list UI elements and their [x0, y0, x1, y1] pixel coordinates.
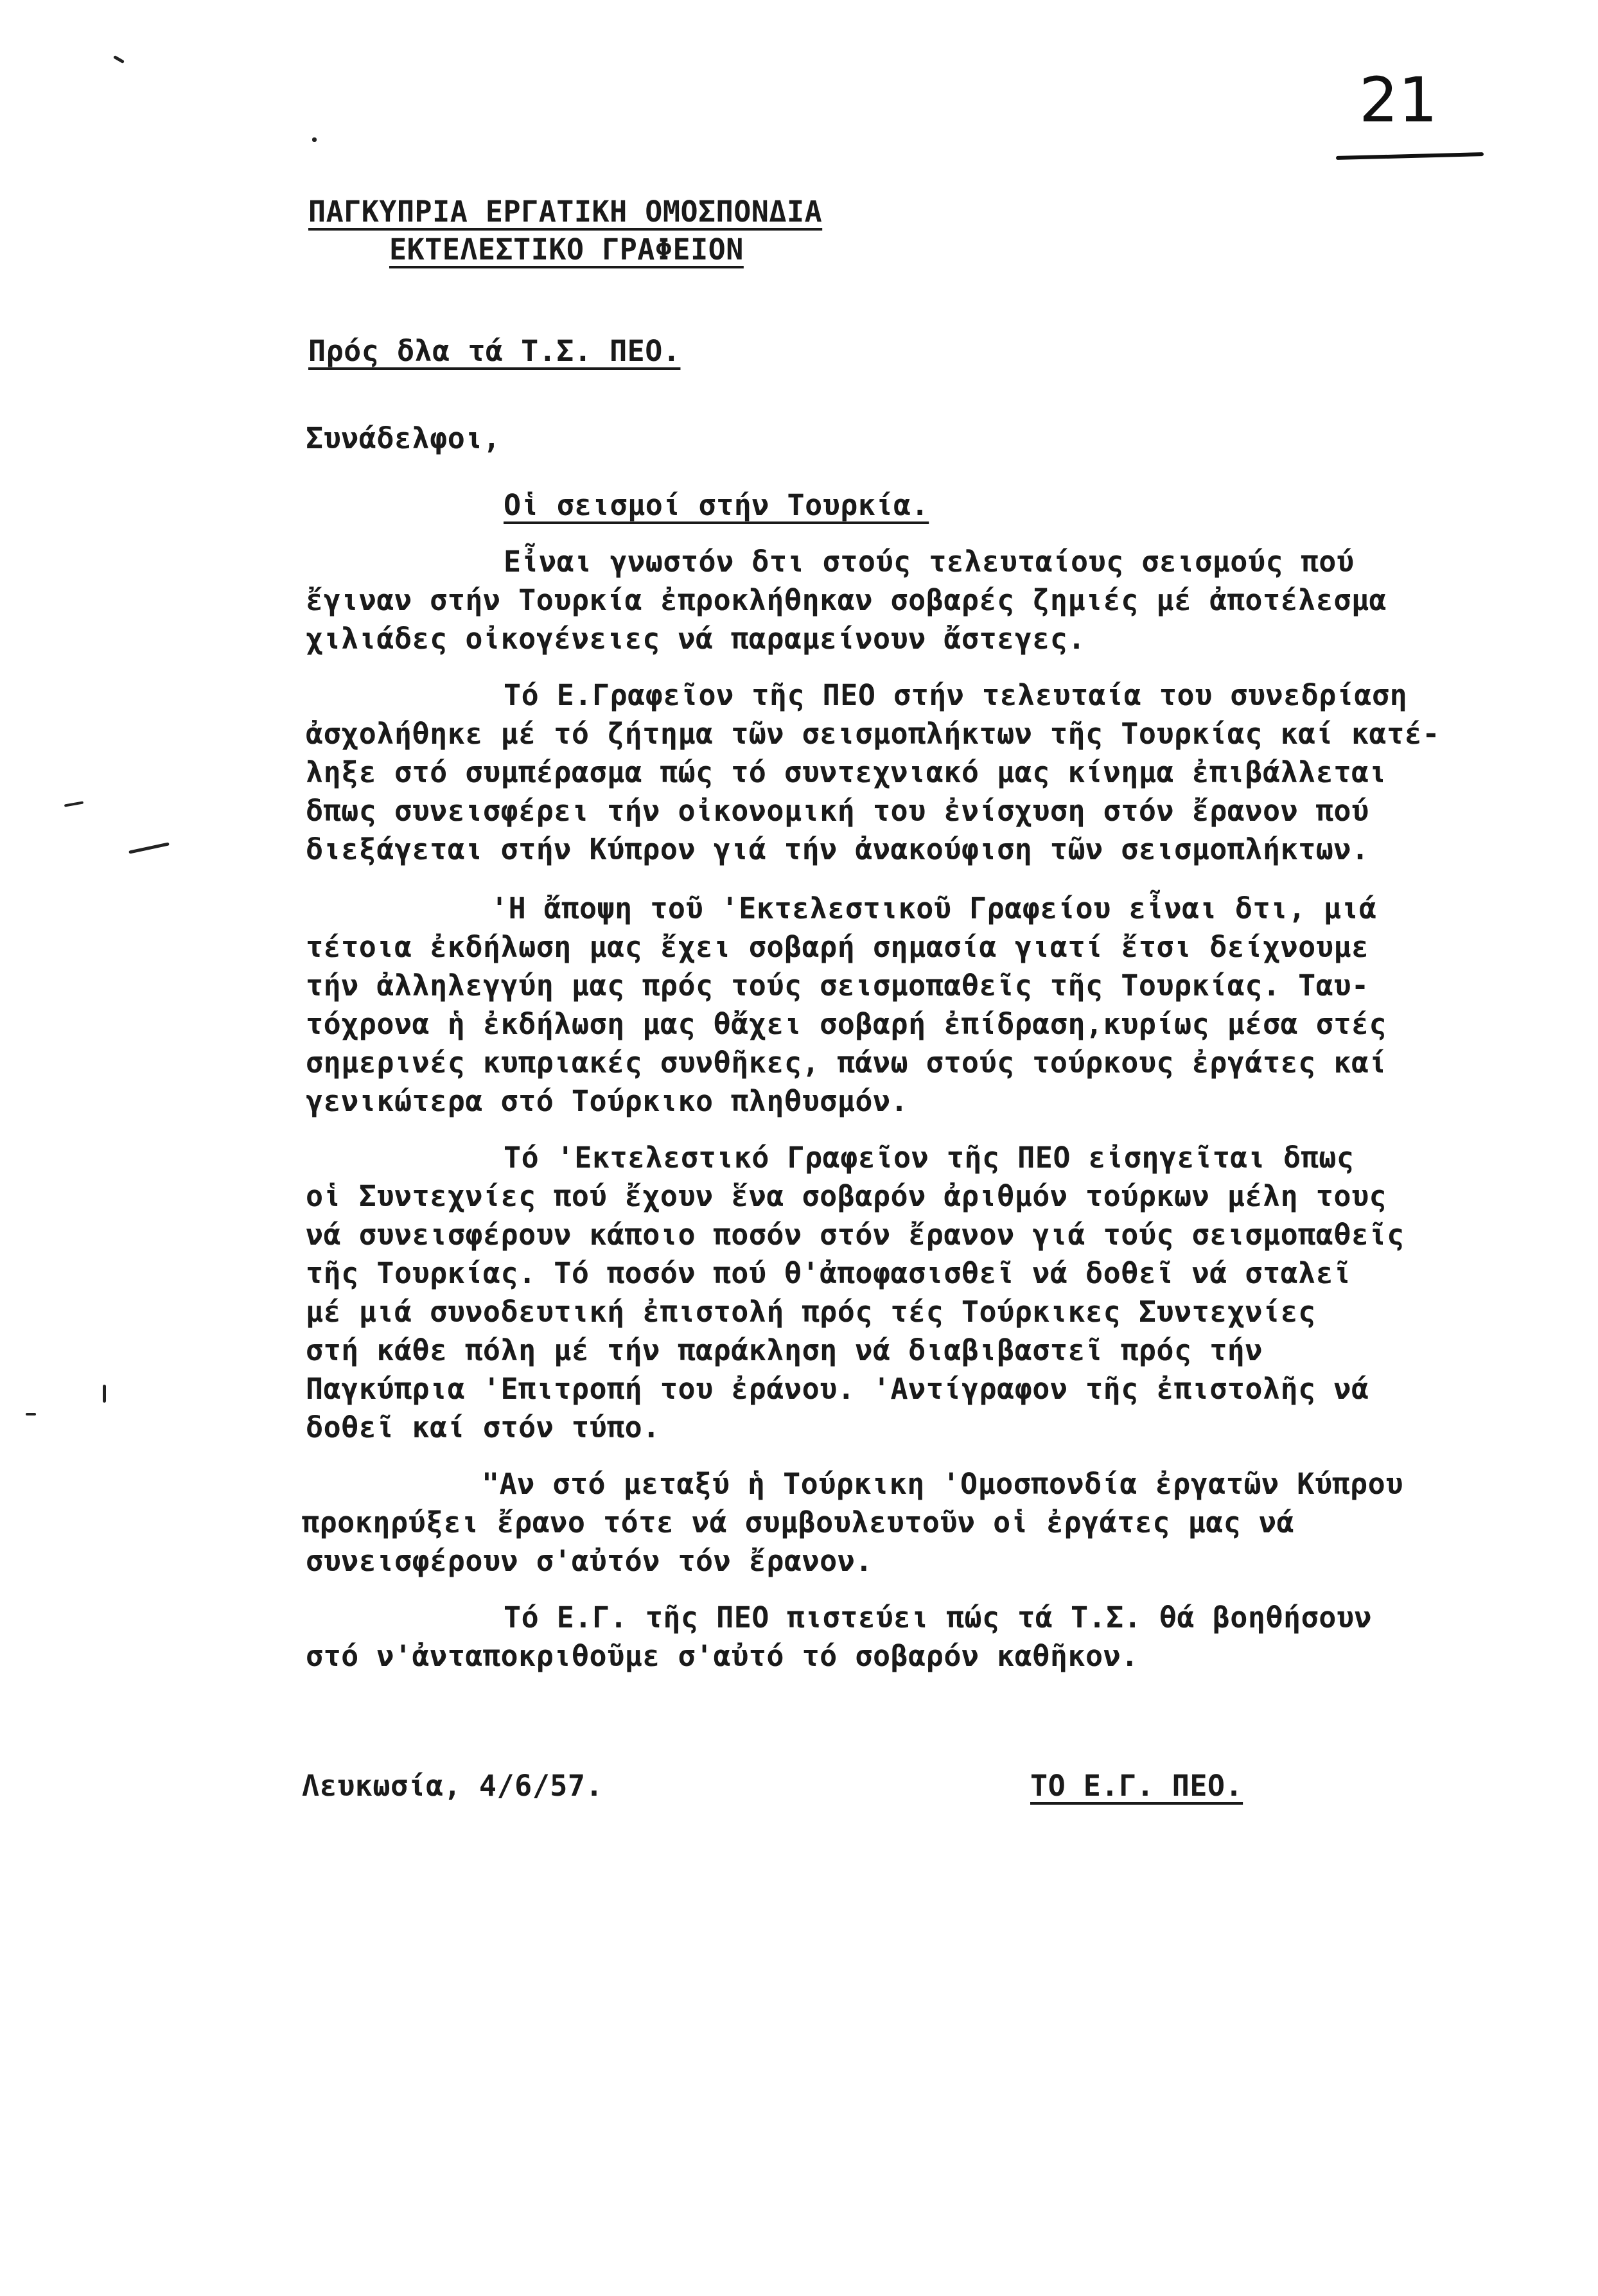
body-line: στή κάθε πόλη μέ τήν παράκληση νά διαβιβαστεῖ πρός τήν: [306, 1333, 1263, 1367]
page-number-underline: [1336, 152, 1484, 160]
body-line: τόχρονα ἡ ἐκδήλωση μας θἄχει σοβαρή ἐπίδραση,κυρίως μέσα στές: [306, 1007, 1387, 1041]
body-line: Τό Ε.Γ. τῆς ΠΕΟ πιστεύει πώς τά Τ.Σ. θά βοηθήσουν: [504, 1600, 1373, 1634]
subject-line: Οἱ σεισμοί στήν Τουρκία.: [504, 488, 929, 522]
organization-heading: ΠΑΓΚΥΠΡΙΑ ΕΡΓΑΤΙΚΗ ΟΜΟΣΠΟΝΔΙΑ: [308, 195, 823, 229]
signature: ΤΟ Ε.Γ. ΠΕΟ.: [1030, 1769, 1243, 1803]
page-number: 21: [1359, 64, 1438, 136]
scan-mark: [312, 137, 317, 142]
body-line: τέτοια ἐκδήλωση μας ἔχει σοβαρή σημασία γιατί ἔτσι δείχνουμε: [306, 930, 1369, 964]
body-line: δπως συνεισφέρει τήν οἰκονομική του ἐνίσχυση στόν ἔρανον πού: [306, 794, 1369, 828]
body-line: Τό Ε.Γραφεῖον τῆς ΠΕΟ στήν τελευταία του συνεδρίαση: [504, 678, 1408, 712]
scan-mark: [26, 1413, 36, 1415]
body-line: 'Η ἄποψη τοῦ 'Εκτελεστικοῦ Γραφείου εἶναι δτι, μιά: [491, 891, 1377, 925]
body-line: σημερινές κυπριακές συνθῆκες, πάνω στούς τούρκους ἐργάτες καί: [306, 1046, 1387, 1080]
body-line: στό ν'ἀνταποκριθοῦμε σ'αὐτό τό σοβαρόν καθῆκον.: [306, 1639, 1139, 1673]
body-line: οἱ Συντεχνίες πού ἔχουν ἕνα σοβαρόν ἀριθμόν τούρκων μέλη τους: [306, 1179, 1387, 1213]
body-line: ληξε στό συμπέρασμα πώς τό συντεχνιακό μας κίνημα ἐπιβάλλεται: [306, 755, 1387, 789]
body-line: τήν ἀλληλεγγύη μας πρός τούς σεισμοπαθεῖς τῆς Τουρκίας. Ταυ-: [306, 968, 1369, 1003]
body-line: προκηρύξει ἔρανο τότε νά συμβουλευτοῦν οἱ ἐργάτες μας νά: [302, 1505, 1295, 1539]
scan-mark: [103, 1385, 106, 1403]
salutation: Συνάδελφοι,: [306, 421, 501, 455]
body-line: χιλιάδες οἰκογένειες νά παραμείνουν ἄστεγες.: [306, 622, 1086, 656]
body-line: "Αν στό μεταξύ ἡ Τούρκικη 'Ομοσπονδία ἐργατῶν Κύπρου: [482, 1467, 1403, 1501]
body-line: τῆς Τουρκίας. Τό ποσόν πού θ'ἀποφασισθεῖ νά δοθεῖ νά σταλεῖ: [306, 1256, 1351, 1290]
scan-mark: [128, 842, 170, 854]
scan-mark: [64, 801, 83, 807]
recipient-line: Πρός δλα τά Τ.Σ. ΠΕΟ.: [308, 334, 681, 368]
body-line: γενικώτερα στό Τούρκικο πληθυσμόν.: [306, 1084, 909, 1118]
place-and-date: Λευκωσία, 4/6/57.: [302, 1769, 604, 1803]
scan-mark: [113, 55, 125, 64]
office-heading: ΕΚΤΕΛΕΣΤΙΚΟ ΓΡΑΦΕΙΟΝ: [389, 232, 744, 267]
body-line: νά συνεισφέρουν κάποιο ποσόν στόν ἔρανον γιά τούς σεισμοπαθεῖς: [306, 1218, 1405, 1252]
body-line: συνεισφέρουν σ'αὐτόν τόν ἔρανον.: [306, 1544, 873, 1578]
body-line: δοθεῖ καί στόν τύπο.: [306, 1410, 660, 1444]
body-line: ἔγιναν στήν Τουρκία ἐπροκλήθηκαν σοβαρές ζημιές μέ ἀποτέλεσμα: [306, 583, 1387, 617]
body-line: μέ μιά συνοδευτική ἐπιστολή πρός τές Τούρκικες Συντεχνίες: [306, 1295, 1316, 1329]
body-line: Εἶναι γνωστόν δτι στούς τελευταίους σεισμούς πού: [504, 545, 1355, 579]
body-line: Παγκύπρια 'Επιτροπή του ἐράνου. 'Αντίγραφον τῆς ἐπιστολῆς νά: [306, 1372, 1369, 1406]
body-line: ἀσχολήθηκε μέ τό ζήτημα τῶν σεισμοπλήκτων τῆς Τουρκίας καί κατέ-: [306, 717, 1440, 751]
body-line: διεξάγεται στήν Κύπρον γιά τήν ἀνακούφιση τῶν σεισμοπλήκτων.: [306, 832, 1369, 866]
body-line: Τό 'Εκτελεστικό Γραφεῖον τῆς ΠΕΟ εἰσηγεῖται δπως: [504, 1141, 1355, 1175]
